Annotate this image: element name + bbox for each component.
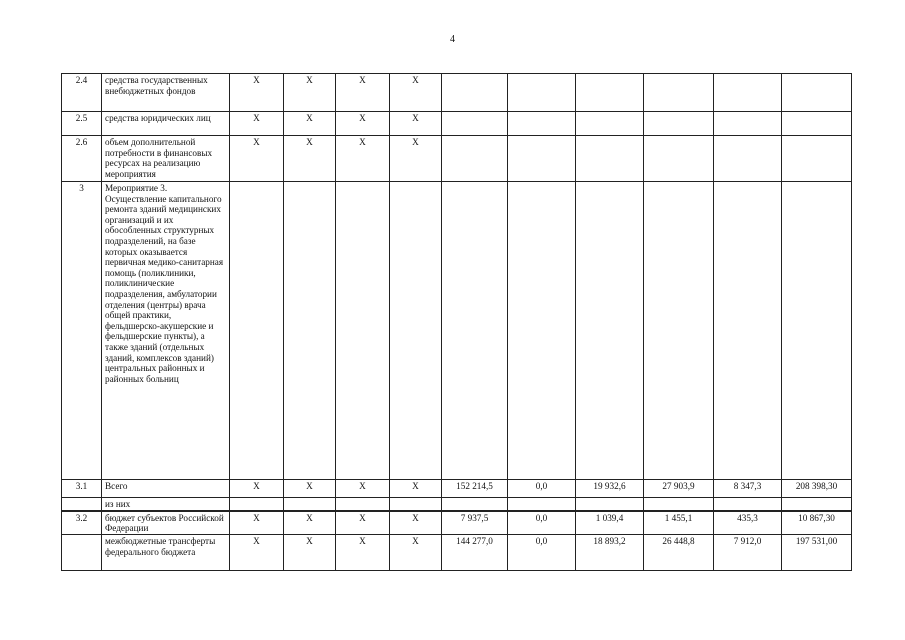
table-row — [62, 535, 852, 571]
row-number: 3.1 — [62, 480, 102, 498]
x-mark-cell: Х — [284, 535, 336, 571]
x-mark-cell — [284, 498, 336, 511]
x-mark-cell: Х — [284, 74, 336, 112]
x-mark-cell: Х — [336, 74, 390, 112]
row-description: средства государственных внебюджетных фондов — [102, 74, 230, 112]
x-mark-cell: Х — [336, 480, 390, 498]
value-cell: 0,0 — [508, 480, 576, 498]
value-cell — [644, 498, 714, 511]
table-row — [62, 136, 852, 182]
value-cell — [782, 74, 852, 112]
x-mark-cell: Х — [284, 511, 336, 535]
row-description: межбюджетные трансферты федерального бюджета — [102, 535, 230, 571]
x-mark-cell: Х — [390, 136, 442, 182]
table-row — [62, 498, 852, 511]
value-cell: 27 903,9 — [644, 480, 714, 498]
x-mark-cell: Х — [284, 112, 336, 136]
value-cell: 0,0 — [508, 535, 576, 571]
x-mark-cell — [230, 182, 284, 480]
value-cell — [576, 112, 644, 136]
value-cell — [442, 498, 508, 511]
x-mark-cell: Х — [230, 136, 284, 182]
row-description: объем дополнительной потребности в финансовых ресурсах на реализацию мероприятия — [102, 136, 230, 182]
x-mark-cell: Х — [284, 480, 336, 498]
value-cell — [508, 74, 576, 112]
table-row — [62, 182, 852, 480]
value-cell: 208 398,30 — [782, 480, 852, 498]
x-mark-cell: Х — [230, 511, 284, 535]
value-cell — [442, 136, 508, 182]
value-cell: 8 347,3 — [714, 480, 782, 498]
x-mark-cell — [336, 498, 390, 511]
value-cell: 7 937,5 — [442, 511, 508, 535]
value-cell — [782, 182, 852, 480]
x-mark-cell: Х — [390, 535, 442, 571]
value-cell: 435,3 — [714, 511, 782, 535]
budget-table — [61, 73, 852, 571]
row-description: средства юридических лиц — [102, 112, 230, 136]
table-row — [62, 112, 852, 136]
value-cell — [782, 136, 852, 182]
x-mark-cell: Х — [390, 112, 442, 136]
value-cell — [714, 112, 782, 136]
value-cell — [714, 498, 782, 511]
value-cell — [576, 182, 644, 480]
x-mark-cell: Х — [230, 480, 284, 498]
value-cell: 152 214,5 — [442, 480, 508, 498]
page-number: 4 — [450, 34, 455, 45]
value-cell — [714, 74, 782, 112]
row-number: 3 — [62, 182, 102, 480]
value-cell — [644, 112, 714, 136]
value-cell: 10 867,30 — [782, 511, 852, 535]
x-mark-cell: Х — [230, 535, 284, 571]
row-number: 2.4 — [62, 74, 102, 112]
value-cell — [442, 182, 508, 480]
value-cell — [576, 74, 644, 112]
x-mark-cell: Х — [336, 112, 390, 136]
x-mark-cell: Х — [230, 74, 284, 112]
x-mark-cell — [390, 182, 442, 480]
value-cell: 1 455,1 — [644, 511, 714, 535]
value-cell — [644, 182, 714, 480]
value-cell: 7 912,0 — [714, 535, 782, 571]
row-description: Мероприятие 3. Осуществление капитального ремонта зданий медицинских организаций и их обособленных структурных подразделений, на базе которых оказывается первичная медико-санитарная помощь (поликлиники, поликлинические подразделения, амбулатории отделения (центры) врача общей практики, фельдшерско-акушерские и фельдшерские пункты), а также зданий (отдельных зданий, комплексов зданий) центральных районных и районных больниц — [102, 182, 230, 480]
value-cell: 26 448,8 — [644, 535, 714, 571]
row-description: Всего — [102, 480, 230, 498]
x-mark-cell — [230, 498, 284, 511]
row-description: бюджет субъектов Российской Федерации — [102, 511, 230, 535]
value-cell: 18 893,2 — [576, 535, 644, 571]
value-cell — [508, 498, 576, 511]
value-cell: 0,0 — [508, 511, 576, 535]
row-number: 2.6 — [62, 136, 102, 182]
value-cell — [508, 182, 576, 480]
x-mark-cell: Х — [390, 74, 442, 112]
table-row — [62, 511, 852, 535]
value-cell: 144 277,0 — [442, 535, 508, 571]
x-mark-cell — [390, 498, 442, 511]
row-description: из них — [102, 498, 230, 511]
row-number — [62, 535, 102, 571]
value-cell — [714, 182, 782, 480]
x-mark-cell: Х — [390, 480, 442, 498]
x-mark-cell — [336, 182, 390, 480]
table-row — [62, 480, 852, 498]
value-cell — [508, 136, 576, 182]
x-mark-cell: Х — [230, 112, 284, 136]
row-number: 3.2 — [62, 511, 102, 535]
value-cell: 19 932,6 — [576, 480, 644, 498]
value-cell — [644, 74, 714, 112]
row-number — [62, 498, 102, 511]
value-cell — [782, 112, 852, 136]
x-mark-cell: Х — [284, 136, 336, 182]
value-cell: 197 531,00 — [782, 535, 852, 571]
row-number: 2.5 — [62, 112, 102, 136]
value-cell — [576, 498, 644, 511]
value-cell — [714, 136, 782, 182]
x-mark-cell: Х — [390, 511, 442, 535]
table-row — [62, 74, 852, 112]
x-mark-cell: Х — [336, 511, 390, 535]
value-cell — [442, 74, 508, 112]
value-cell — [508, 112, 576, 136]
value-cell — [576, 136, 644, 182]
x-mark-cell — [284, 182, 336, 480]
value-cell — [442, 112, 508, 136]
value-cell — [644, 136, 714, 182]
value-cell: 1 039,4 — [576, 511, 644, 535]
value-cell — [782, 498, 852, 511]
x-mark-cell: Х — [336, 535, 390, 571]
x-mark-cell: Х — [336, 136, 390, 182]
